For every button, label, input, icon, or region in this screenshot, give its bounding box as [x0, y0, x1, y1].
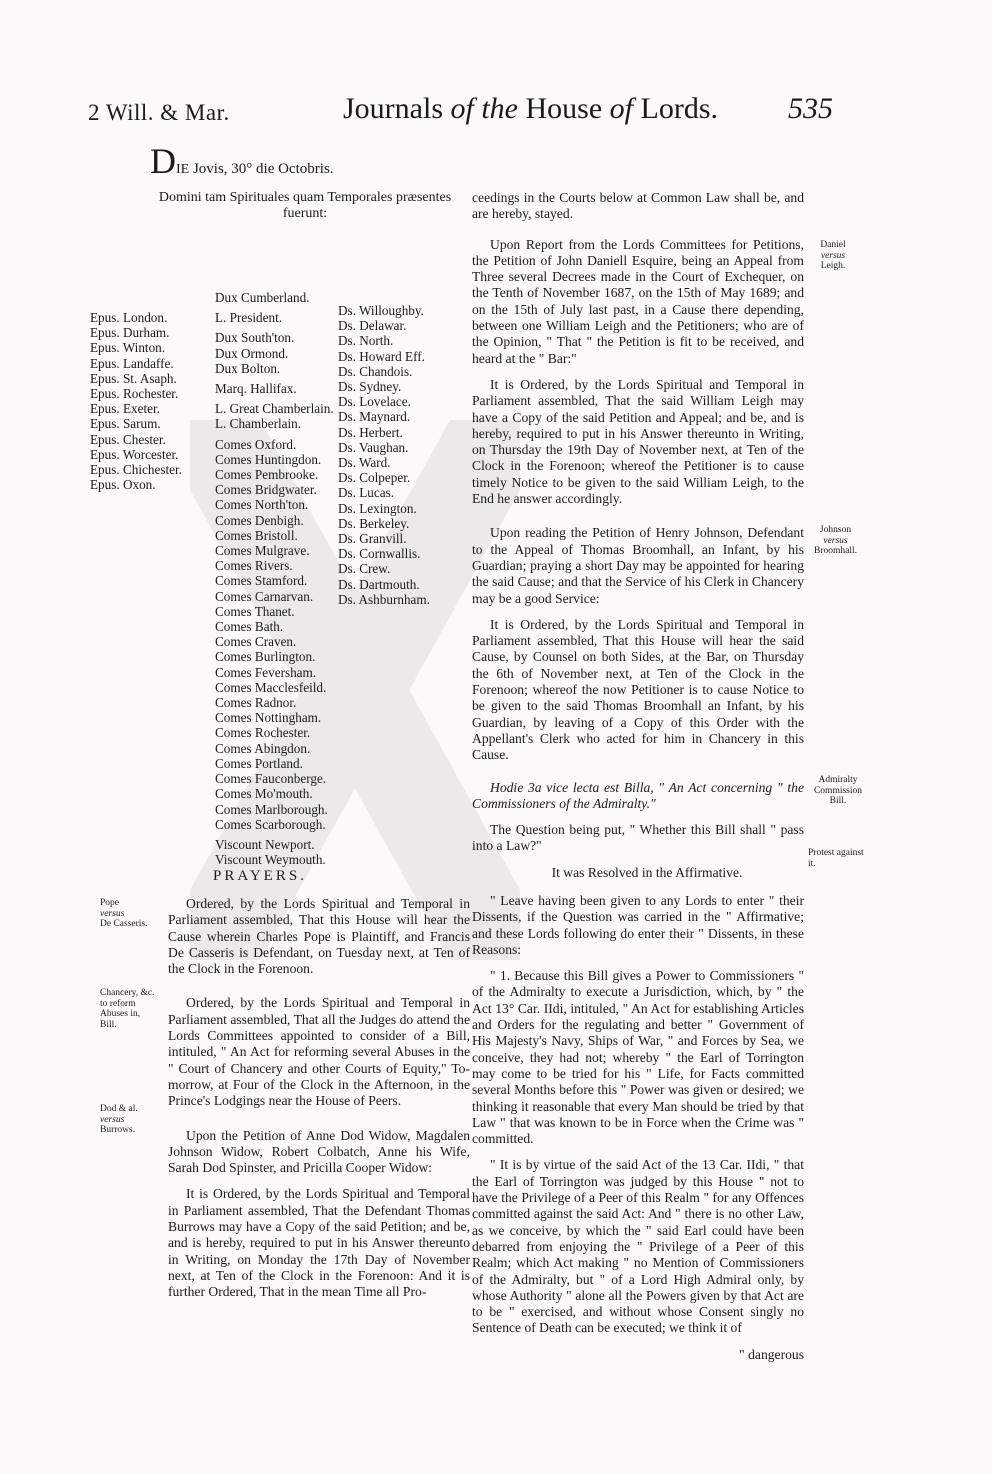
attendee-entry: Comes Fauconberge.: [215, 771, 327, 787]
attendee-entry: Ds. Sydney.: [338, 379, 402, 395]
attendee-entry: Comes Denbigh.: [215, 512, 304, 528]
attendee-entry: Ds. Delawar.: [338, 318, 407, 334]
attendee-entry: Comes Thanet.: [215, 603, 295, 619]
prayers-heading: PRAYERS.: [213, 868, 307, 884]
question-put: The Question being put, " Whether this Bill shall " pass into a Law?": [472, 822, 804, 854]
attendee-entry: Comes Craven.: [215, 634, 297, 650]
attendee-entry: Comes Feversham.: [215, 664, 317, 680]
date-text: Jovis, 30° die Octobris.: [192, 161, 334, 177]
margin-note-johnson: Johnson versus Broomhall.: [813, 525, 857, 556]
title-house: House: [525, 92, 603, 125]
order-chancery: Ordered, by the Lords Spiritual and Temporal in Parliament assembled, That all the Judges do attend the Lords Committees appointed to consider of a Bill, intituled, " An Act for reforming several Abuses in the " Court of Chancery and other Courts of Equity," To-morrow, at Four of the Clock in the Afternoon, in the Prince's Lodgings near the House of Peers.: [168, 995, 470, 1109]
running-header: [88, 92, 858, 132]
attendee-entry: Viscount Weymouth.: [215, 852, 326, 868]
attendee-entry: L. President.: [215, 310, 283, 326]
attendee-entry: Epus. Landaffe.: [90, 355, 174, 371]
title-of-the: of the: [450, 92, 518, 125]
admiralty-bill-reading: Hodie 3a vice lecta est Billa, " An Act concerning " the Commissioners of the Admiralty.": [472, 779, 804, 811]
margin-note-pope: Pope versus De Casseris.: [100, 898, 148, 929]
catchword: " dangerous: [739, 1346, 804, 1362]
attendee-entry: Dux Ormond.: [215, 345, 289, 361]
present-heading: Domini tam Spirituales quam Temporales præsentes fuerunt:: [158, 190, 452, 221]
petition-johnson: Upon reading the Petition of Henry Johnson, Defendant to the Appeal of Thomas Broomhall, an Infant, by his Guardian; praying a short Day may be appointed for hearing the said Cause; and that the Service of his Clerk in Chancery may be a good Service:: [472, 525, 804, 606]
continuation: ceedings in the Courts below at Common Law shall be, and are hereby, stayed.: [472, 190, 804, 222]
margin-note-admiralty: Admiralty Commission Bill.: [813, 775, 863, 806]
attendee-entry: Epus. Chichester.: [90, 462, 182, 478]
attendee-entry: Comes Rivers.: [215, 558, 293, 574]
order-dod: It is Ordered, by the Lords Spiritual and Temporal in Parliament assembled, That the Defendant Thomas Burrows may have a Copy of the said Petition; and be, and is hereby, required to put in his Answer thereunto in Writing, on Monday the 17th Day of November next, at Ten of the Clock in the Forenoon: And it is further Ordered, That in the mean Time all Pro-: [168, 1186, 470, 1300]
attendee-entry: Ds. Maynard.: [338, 409, 411, 425]
report-daniel: Upon Report from the Lords Committees for Petitions, the Petition of John Daniell Esquire, being an Appeal from Three several Decrees made in the Court of Exchequer, on the Tenth of November 1687, on the 15th of May 1689; and on the 15th of July last past, in a Cause there depending, between one William Leigh and the Petitioners; who are of the Opinion, " That " the Petition is fit to be received, and heard at the " Bar:": [472, 236, 804, 366]
order-pope: Ordered, by the Lords Spiritual and Temporal in Parliament assembled, That this House will hear the Cause wherein Charles Pope is Plaintiff, and Francis De Casseris is Defendant, on Tuesday next, at Ten of the Clock in the Forenoon.: [168, 896, 470, 977]
attendee-entry: Ds. Cornwallis.: [338, 546, 421, 562]
attendee-entry: Ds. Vaughan.: [338, 439, 409, 455]
attendee-entry: Epus. Rochester.: [90, 386, 179, 402]
attendee-entry: Ds. North.: [338, 333, 394, 349]
margin-note-dod: Dod & al. versus Burrows.: [100, 1104, 138, 1135]
attendee-entry: Epus. Chester.: [90, 431, 166, 447]
attendee-entry: Epus. London.: [90, 310, 168, 325]
title-lords: Lords.: [640, 92, 718, 125]
attendee-entry: Ds. Lovelace.: [338, 394, 411, 410]
attendee-entry: Ds. Colpeper.: [338, 470, 411, 486]
attendee-entry: Comes Oxford.: [215, 436, 297, 452]
attendee-entry: Viscount Newport.: [215, 836, 315, 852]
attendee-entry: Marq. Hallifax.: [215, 381, 297, 397]
attendee-entry: Ds. Herbert.: [338, 424, 403, 440]
attendee-entry: Epus. Worcester.: [90, 446, 179, 462]
resolved-line: It was Resolved in the Affirmative.: [551, 864, 743, 880]
attendee-entry: Ds. Dartmouth.: [338, 576, 420, 592]
attendee-entry: Ds. Willoughby.: [338, 303, 424, 318]
attendee-entry: Comes Scarborough.: [215, 816, 326, 832]
margin-note-daniel: Daniel versus Leigh.: [820, 240, 846, 271]
attendee-entry: Comes Radnor.: [215, 695, 297, 711]
margin-note-chancery: Chancery, &c. to reform Abuses in, Bill.: [100, 988, 155, 1030]
barons-list: [338, 303, 458, 607]
attendee-entry: L. Great Chamberlain.: [215, 401, 334, 417]
protest-leave: " Leave having been given to any Lords to enter " their Dissents, if the Question was carried in the " Affirmative; and these Lords following do enter their " Dissents, in these Reasons:: [472, 892, 804, 957]
reason-two: " It is by virtue of the said Act of the 13 Car. IIdi, " that the Earl of Torrington was judged by this House " not to have the Privilege of a Peer of this Realm " for any Offences committed against the said Act: And " there is no other Law, as we conceive, by which the " said Earl could have been debarred from enjoying the " Privilege of a Peer of this Realm; which Act making " no Mention of Commissioners of the Admiralty, but " of a Lord High Admiral only, by whose Authority " alone all the Powers given by that Act are to be " exercised, and without whose Consent singly no Sentence of Death can be executed; we think it of: [472, 1157, 804, 1336]
drop-cap: D: [150, 141, 176, 181]
reason-one: " 1. Because this Bill gives a Power to Commissioners " of the Admiralty to execute a Jurisdiction, which, by " the Act 13° Car. IIdi, intituled, " An Act for establishing Articles and Orders for the regulating and better " Government of His Majesty's Navy, Ships of War, " and Forces by Sea, we conceive, they had not; whereby " the Earl of Torrington may come to be tried for his " Life, for Facts committed several Months before this " Power was given or desired; we thinking it reasonable that every Man should be tried by that Law " that was known to be in Force when the Crime was " committed.: [472, 968, 804, 1147]
attendee-entry: Comes Portland.: [215, 755, 303, 771]
attendee-entry: Ds. Berkeley.: [338, 515, 410, 531]
attendee-entry: Dux South'ton.: [215, 330, 295, 346]
attendee-entry: Ds. Granvill.: [338, 531, 407, 547]
attendee-entry: Ds. Chandois.: [338, 363, 413, 379]
attendee-entry: Comes Marlborough.: [215, 801, 328, 817]
attendee-entry: Comes Bristoll.: [215, 527, 298, 543]
left-column: [168, 896, 470, 1311]
attendee-entry: Epus. Sarum.: [90, 416, 161, 432]
attendee-entry: Comes Rochester.: [215, 725, 311, 741]
attendee-entry: Comes Nottingham.: [215, 710, 322, 726]
attendee-entry: Dux Cumberland.: [215, 290, 310, 305]
date-ie: IE: [176, 162, 190, 177]
attendee-entry: Ds. Crew.: [338, 561, 391, 577]
attendee-entry: Comes Stamford.: [215, 573, 308, 589]
petition-dod: Upon the Petition of Anne Dod Widow, Magdalen Johnson Widow, Robert Colbatch, Anne his Wife, Sarah Dod Spinster, and Pricilla Cooper Widow:: [168, 1127, 470, 1176]
attendee-entry: L. Chamberlain.: [215, 416, 302, 432]
attendee-entry: Ds. Ashburnham.: [338, 591, 430, 607]
attendee-entry: Comes Macclesfeild.: [215, 679, 327, 695]
attendee-entry: Ds. Howard Eff.: [338, 348, 425, 364]
page-number: 535: [788, 92, 833, 125]
attendee-entry: Comes Pembrooke.: [215, 467, 319, 483]
reign-label: 2 Will. & Mar.: [88, 100, 230, 125]
date-line: [150, 140, 334, 182]
attendee-entry: Comes Mo'mouth.: [215, 786, 313, 802]
attendee-entry: Epus. St. Asaph.: [90, 370, 177, 386]
attendee-entry: Comes Bridgwater.: [215, 482, 317, 498]
margin-note-protest: Protest against it.: [808, 848, 864, 869]
title-of: of: [609, 92, 633, 125]
attendee-entry: Comes Carnarvan.: [215, 588, 314, 604]
bishops-list: [90, 310, 210, 492]
attendee-entry: Comes North'ton.: [215, 497, 309, 513]
attendee-entry: Comes Abingdon.: [215, 740, 311, 756]
attendee-entry: Comes Burlington.: [215, 649, 316, 665]
attendee-entry: Epus. Winton.: [90, 340, 166, 356]
attendee-entry: Ds. Ward.: [338, 455, 391, 471]
attendee-entry: Ds. Lexington.: [338, 500, 417, 516]
attendee-entry: Epus. Durham.: [90, 325, 170, 341]
attendee-entry: Comes Mulgrave.: [215, 543, 310, 559]
attendee-entry: Comes Bath.: [215, 619, 284, 635]
order-johnson: It is Ordered, by the Lords Spiritual and Temporal in Parliament assembled, That this House will hear the said Cause, by Counsel on both Sides, at the Bar, on Thursday the 6th of November next, at Ten of the Clock in the Forenoon; whereof the now Petitioner is to cause Notice to be given to the said Thomas Broomhall an Infant, by his Guardian, by leaving of a Copy of this Order with the Appellant's Clerk who acted for him in Chancery in this Cause.: [472, 616, 804, 763]
attendee-entry: Ds. Lucas.: [338, 485, 395, 501]
right-column: [472, 190, 804, 1373]
title-journals: Journals: [343, 92, 443, 125]
attendee-entry: Comes Huntingdon.: [215, 451, 322, 467]
attendee-entry: Epus. Exeter.: [90, 401, 160, 417]
journal-title: [343, 92, 718, 126]
temporal-lords-list: [215, 290, 345, 867]
attendee-entry: Epus. Oxon.: [90, 477, 156, 493]
attendee-entry: Dux Bolton.: [215, 360, 281, 376]
order-daniel: It is Ordered, by the Lords Spiritual and Temporal in Parliament assembled, That the said William Leigh may have a Copy of the said Petition and Appeal; and be, and is hereby, required to put in his Answer thereunto in Writing, on Thursday the 19th Day of November next, at Ten of the Clock in the Forenoon; whereof the Petitioner is to cause timely Notice to be given to the said William Leigh, to the End he answer accordingly.: [472, 376, 804, 507]
